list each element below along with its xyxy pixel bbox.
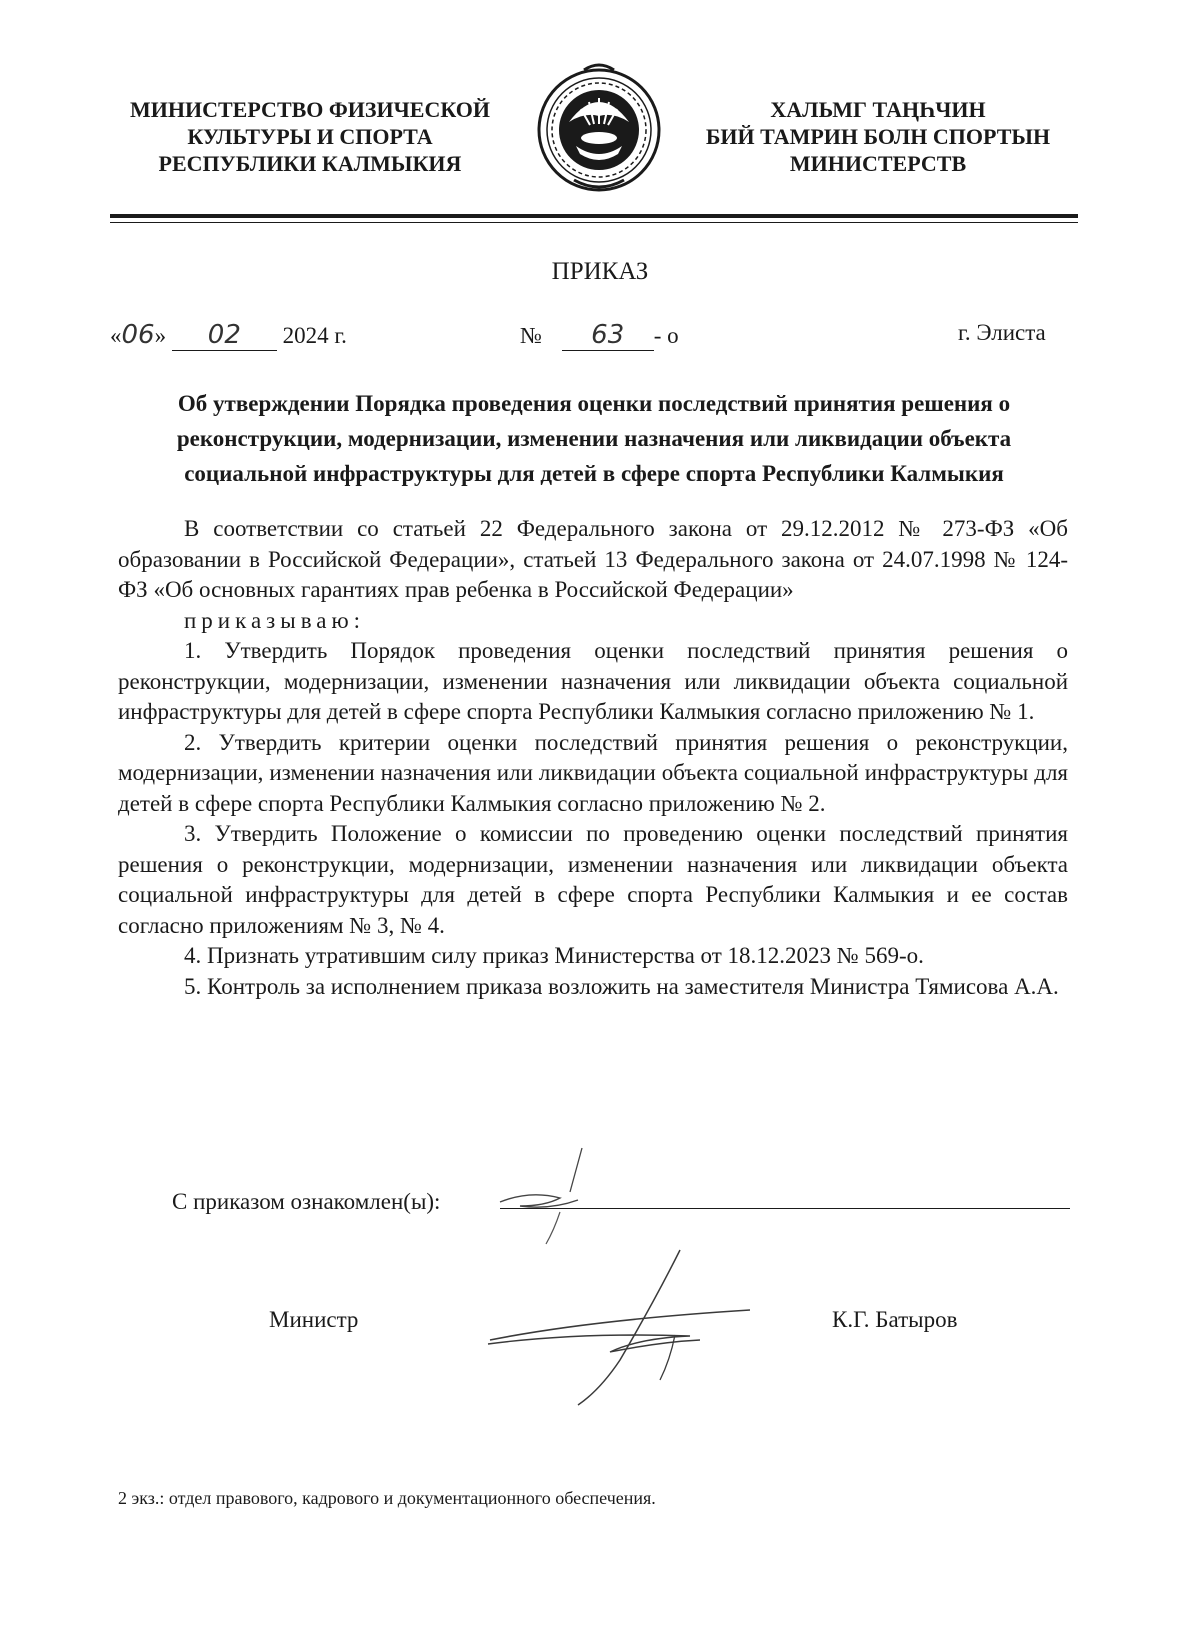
order-item-3: 3. Утвердить Положение о комиссии по проведению оценки последствий принятия решения о реконструкции, модернизации, изменении назначения или ликвидации объекта социальной инфраструктуры для детей в сфере спорта Республики Калмыкия и ее состав согласно приложениям № 3, № 4. [118, 821, 1068, 938]
ministry-name-line-3: РЕСПУБЛИКИ КАЛМЫКИЯ [158, 151, 462, 176]
ministry-name-line-1: МИНИСТЕРСТВО ФИЗИЧЕСКОЙ [130, 97, 490, 122]
order-item-1: 1. Утвердить Порядок проведения оценки последствий принятия решения о реконструкции, модернизации, изменении назначения или ликвидации объекта социальной инфраструктуры для детей в сфере спорта Республики Калмыкия согласно приложению № 1. [118, 638, 1068, 724]
order-item-2: 2. Утвердить критерии оценки последствий принятия решения о реконструкции, модернизации, изменении назначения или ликвидации объекта социальной инфраструктуры для детей в сфере спорта Республики Калмыкия согласно приложению № 2. [118, 729, 1068, 816]
order-date [110, 320, 347, 351]
order-number [520, 320, 679, 351]
date-day: 06 [121, 320, 155, 350]
coat-of-arms-emblem-icon [534, 62, 664, 198]
document-type: ПРИКАЗ [551, 258, 649, 285]
date-month: 02 [172, 320, 277, 351]
order-number-suffix: - о [653, 323, 679, 348]
date-year: 2024 г. [282, 323, 347, 348]
ministry-name-kalmyk-line-2: БИЙ ТАМРИН БОЛН СПОРТЫН [705, 124, 1051, 149]
ministry-name-kalmyk-line-3: МИНИСТЕРСТВ [789, 151, 967, 176]
order-word: приказываю: [184, 607, 366, 633]
quote-open: « [110, 323, 122, 348]
order-item-4: 4. Признать утратившим силу приказ Министерства от 18.12.2023 № 569-о. [184, 943, 924, 968]
order-title-line-3: социальной инфраструктуры для детей в сфере спорта Республики Калмыкия [184, 461, 1004, 486]
signatory-name: К.Г. Батыров [832, 1307, 958, 1332]
order-item-5: 5. Контроль за исполнением приказа возложить на заместителя Министра Тямисова А.А. [184, 973, 1059, 999]
order-number-value: 63 [562, 320, 654, 351]
quote-close: » [154, 323, 167, 348]
distribution-note: 2 экз.: отдел правового, кадрового и документационного обеспечения. [118, 1488, 656, 1508]
acknowledgement-label: С приказом ознакомлен(ы): [172, 1189, 441, 1214]
preamble: В соответствии со статьей 22 Федерального закона от 29.12.2012 № 273-ФЗ «Об образовании в Российской Федерации», статьей 13 Федерального закона от 24.07.1998 № 124-ФЗ «Об основных гарантиях прав ребенка в Российской Федерации» [118, 516, 1068, 602]
order-body [118, 514, 1068, 1002]
header-divider-thin [110, 222, 1078, 223]
header-divider-thick [110, 214, 1078, 218]
ministry-name-russian [110, 96, 510, 177]
order-title-line-2: реконструкции, модернизации, изменении назначения или ликвидации объекта [176, 426, 1012, 451]
order-title [110, 386, 1078, 491]
number-sign: № [520, 323, 542, 348]
ministry-name-kalmyk [678, 96, 1078, 177]
order-title-line-1: Об утверждении Порядка проведения оценки последствий принятия решения о [177, 391, 1011, 416]
ministry-name-kalmyk-line-1: ХАЛЬМГ ТАҢҺЧИН [770, 97, 986, 122]
ministry-name-line-2: КУЛЬТУРЫ И СПОРТА [187, 124, 433, 149]
signatory-position: Министр [269, 1307, 359, 1332]
minister-signature-icon [470, 1240, 760, 1410]
order-city: г. Элиста [958, 320, 1046, 345]
